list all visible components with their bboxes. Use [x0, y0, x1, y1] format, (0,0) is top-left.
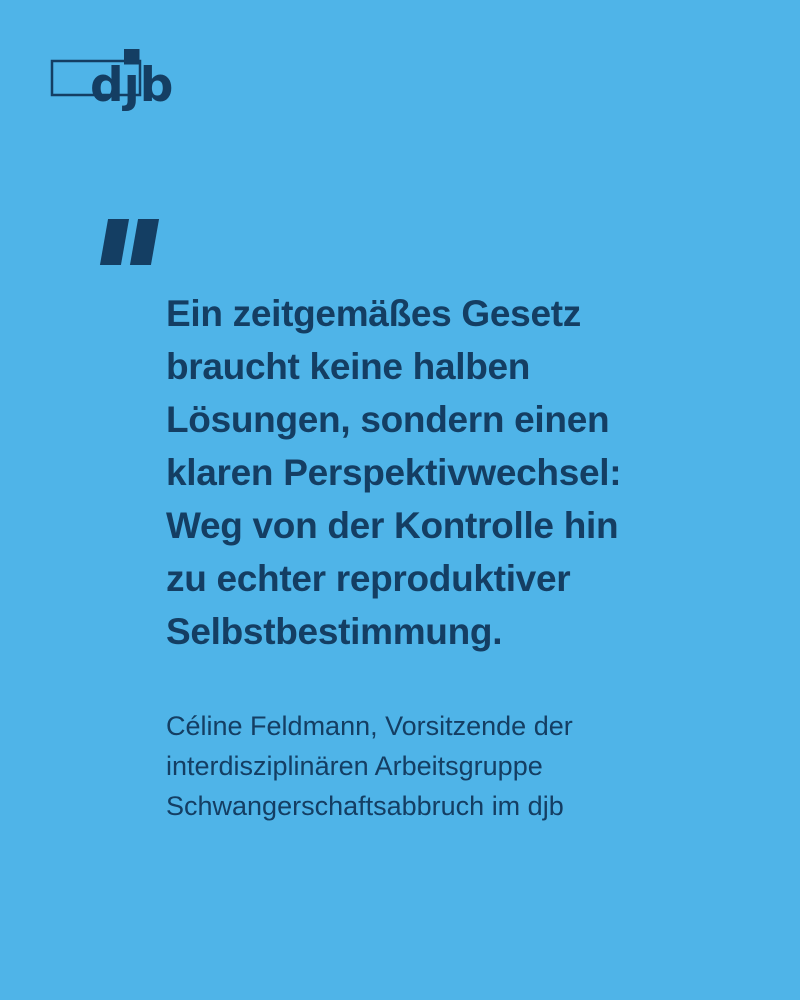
quote-line: Weg von der Kontrolle hin — [166, 505, 619, 546]
quote-line: zu echter reproduktiver — [166, 558, 571, 599]
logo-text: dȷb — [90, 58, 174, 113]
djb-logo-icon — [48, 47, 180, 129]
quote-line: Ein zeitgemäßes Gesetz — [166, 293, 581, 334]
attribution-line: Schwangerschaftsabbruch im djb — [166, 791, 564, 821]
quote-line: Lösungen, sondern einen — [166, 399, 610, 440]
quote-line: braucht keine halben — [166, 346, 531, 387]
quote-line: klaren Perspektivwechsel: — [166, 452, 622, 493]
quote-mark-icon — [104, 219, 155, 265]
quote-line: Selbstbestimmung. — [166, 611, 503, 652]
attribution-line: interdisziplinären Arbeitsgruppe — [166, 751, 543, 781]
quote-mark-bar — [100, 219, 129, 265]
attribution — [166, 706, 573, 826]
attribution-line: Céline Feldmann, Vorsitzende der — [166, 711, 573, 741]
quote-mark-bar — [130, 219, 159, 265]
quote-text — [166, 287, 621, 658]
